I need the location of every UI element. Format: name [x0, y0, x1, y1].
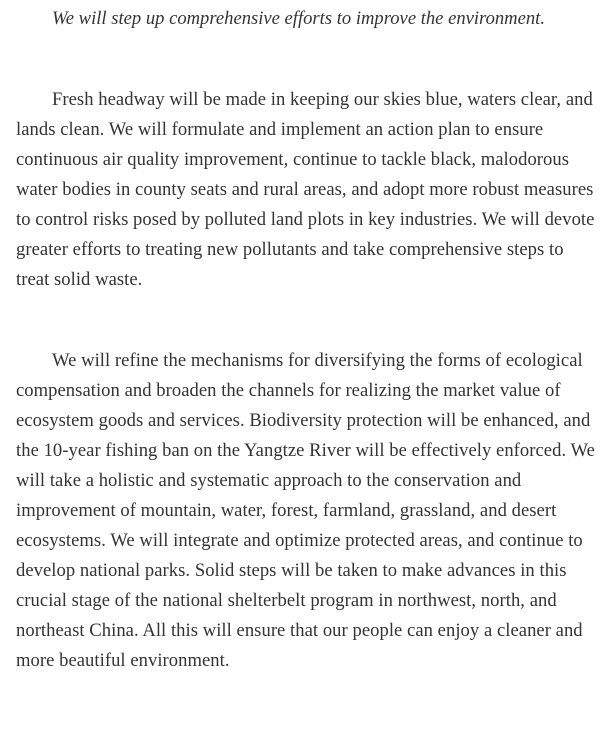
- paragraph-pollution-control: Fresh headway will be made in keeping our skies blue, waters clear, and lands clean. We will formulate and implement an action plan to ensure continuous air quality improvement, continue to tackle black, malodorous water bodies in county seats and rural areas, and adopt more robust measures to control risks posed by polluted land plots in key industries. We will devote greater efforts to treating new pollutants and take comprehensive steps to treat solid waste.: [16, 89, 595, 290]
- article-body: [16, 4, 596, 676]
- paragraph-gap: [16, 34, 596, 85]
- paragraph-ecological-compensation: We will refine the mechanisms for diversifying the forms of ecological compensation and broaden the channels for realizing the market value of ecosystem goods and services. Biodiversity protection will be enhanced, and the 10-year fishing ban on the Yangtze River will be effectively enforced. We will take a holistic and systematic approach to the conservation and improvement of mountain, water, forest, farmland, grassland, and desert ecosystems. We will integrate and optimize protected areas, and continue to develop national parks. Solid steps will be taken to make advances in this crucial stage of the national shelterbelt program in northwest, north, and northeast China. All this will ensure that our people can enjoy a cleaner and more beautiful environment.: [16, 350, 595, 671]
- section-heading: We will step up comprehensive efforts to improve the environment.: [52, 8, 545, 29]
- paragraph-gap: [16, 295, 596, 346]
